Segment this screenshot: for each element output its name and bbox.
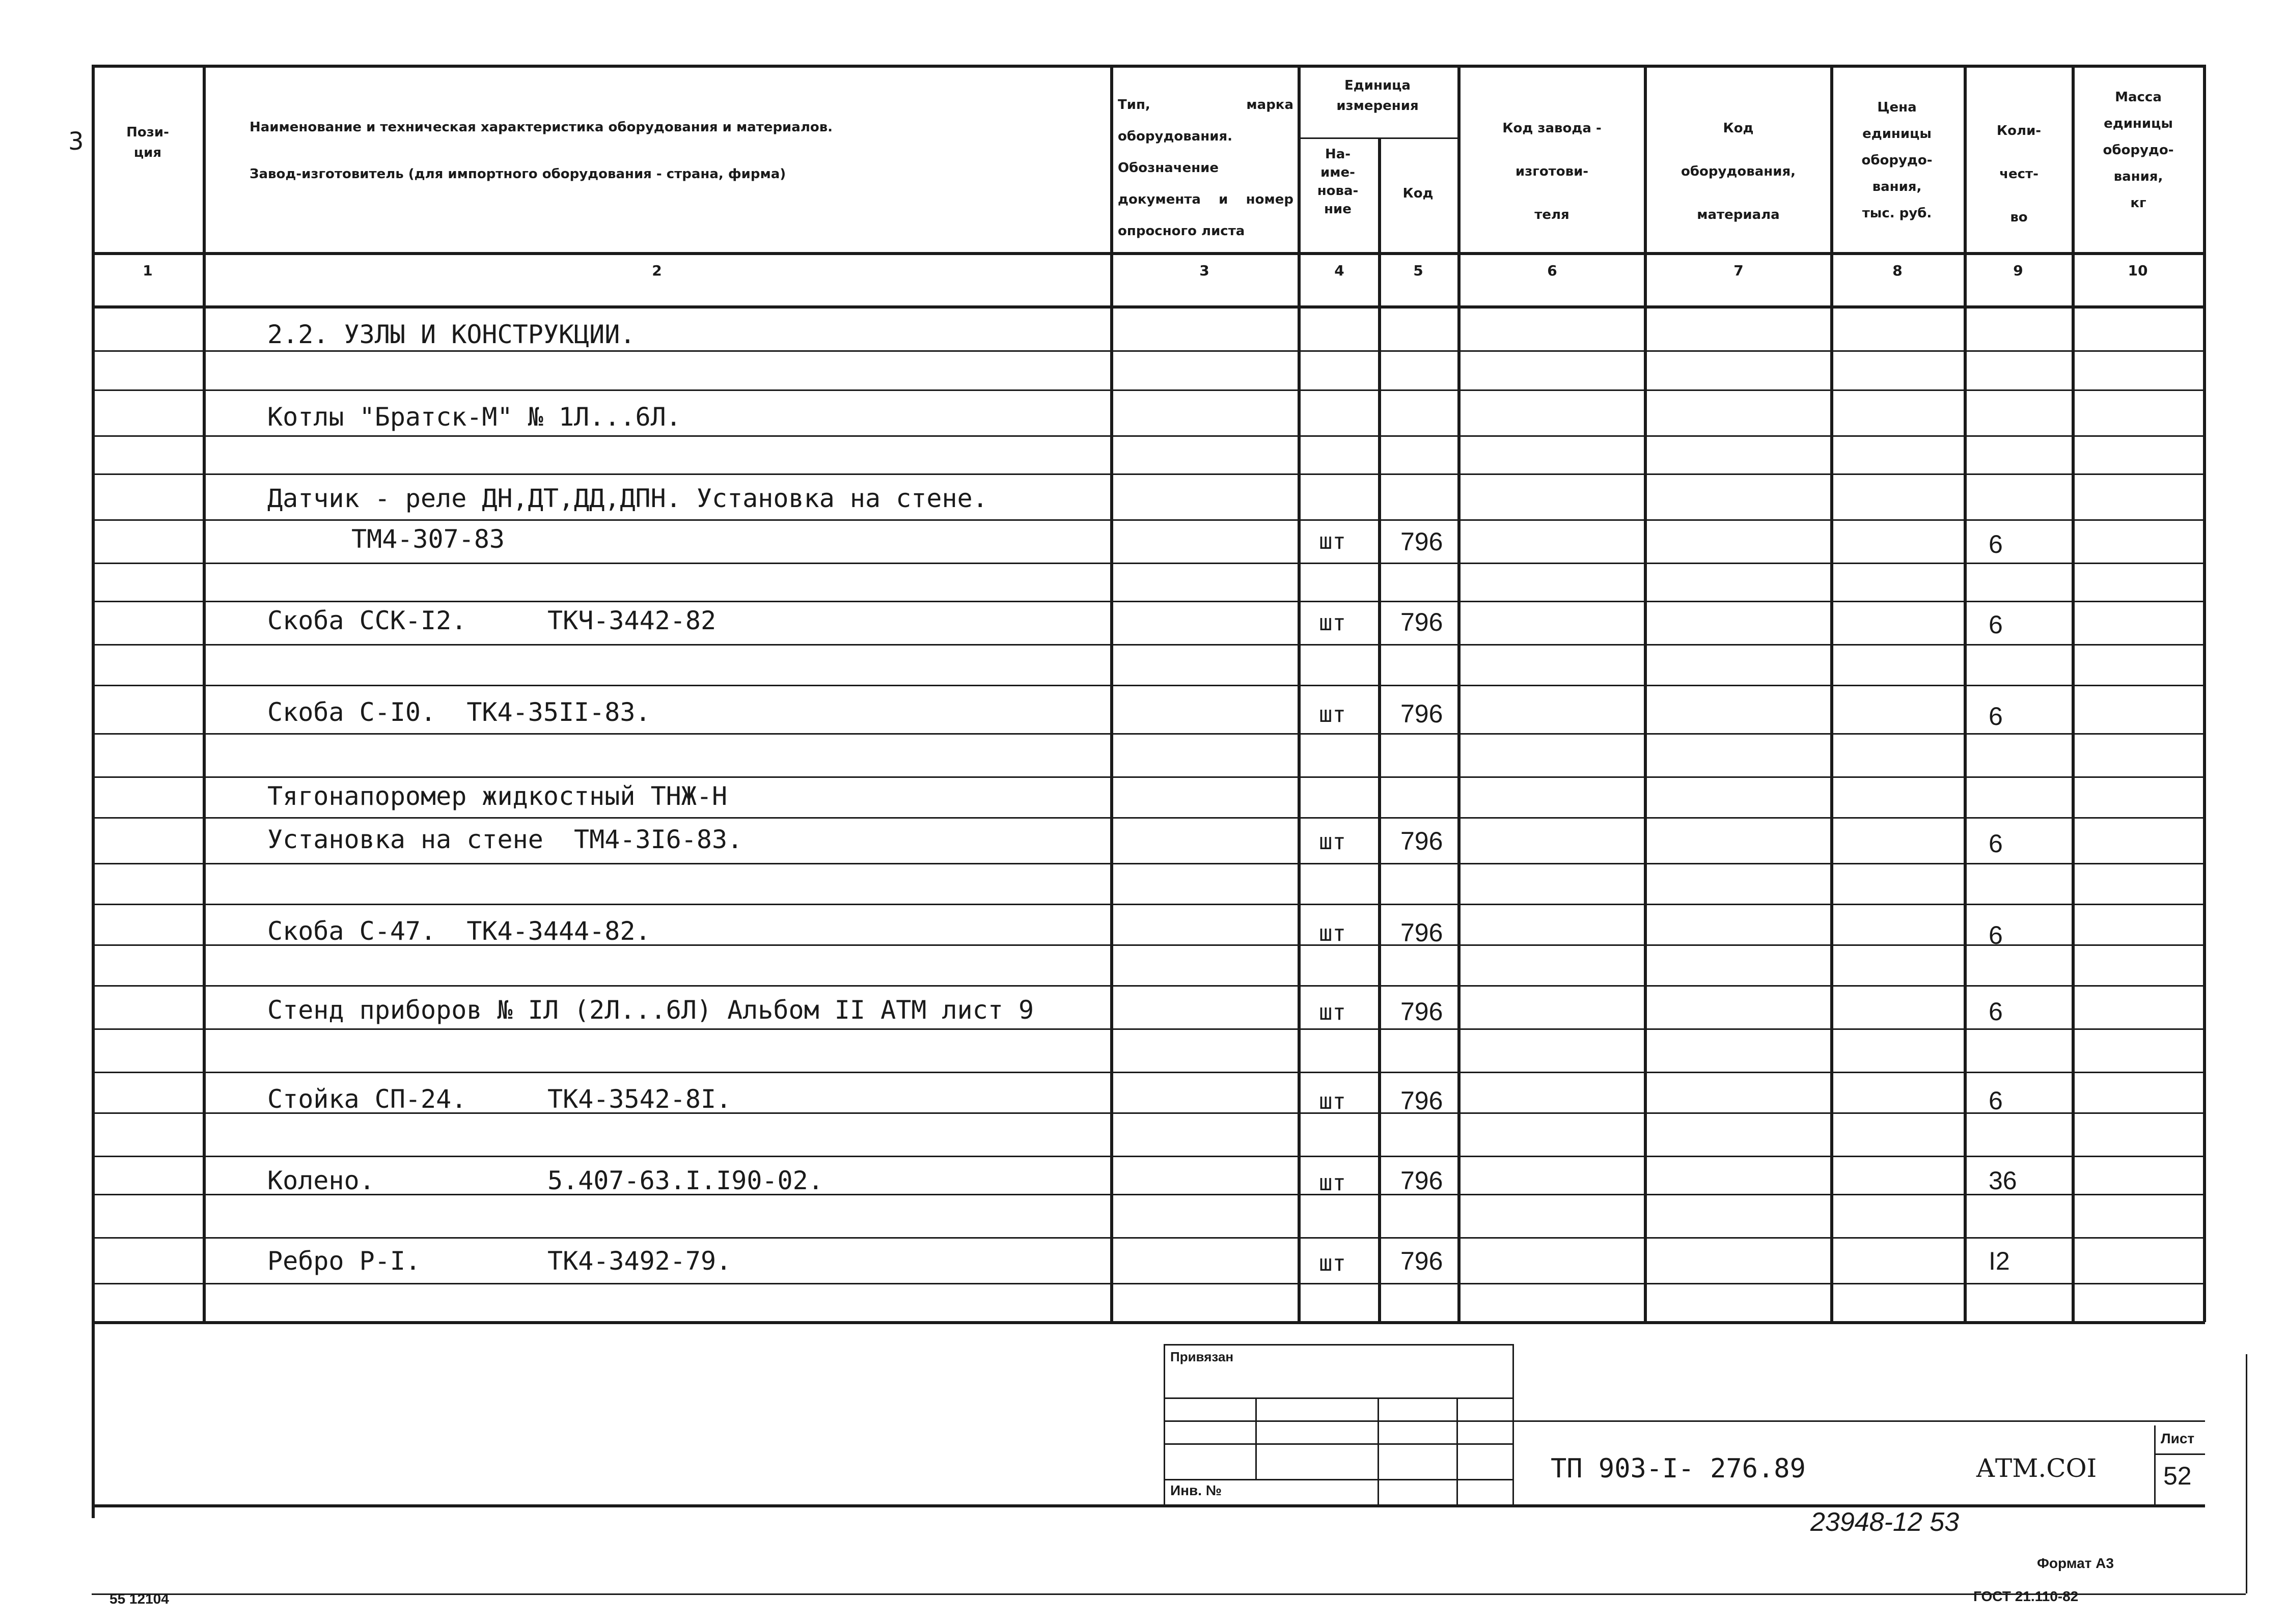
list-cell-divider bbox=[2154, 1453, 2205, 1455]
colnum-4: 4 bbox=[1334, 262, 1344, 279]
header-bottom bbox=[92, 252, 2205, 255]
row-line bbox=[92, 1072, 2205, 1073]
row-unit: шт bbox=[1319, 702, 1346, 727]
colnum-7: 7 bbox=[1733, 262, 1744, 279]
colnum-8: 8 bbox=[1892, 262, 1903, 279]
row-qty: 6 bbox=[1989, 530, 2003, 558]
row-line bbox=[92, 473, 2205, 475]
colnum-1: 1 bbox=[143, 262, 153, 279]
gost-label: ГОСТ 21.110-82 bbox=[1973, 1588, 2079, 1604]
row-code: 796 bbox=[1400, 527, 1443, 556]
frame-bottom-table bbox=[92, 1321, 2205, 1324]
row-line bbox=[92, 350, 2205, 352]
stamp-col bbox=[1255, 1397, 1257, 1479]
row-name: Датчик - реле ДН,ДТ,ДД,ДПН. Установка на стене. bbox=[267, 484, 988, 513]
row-ref: ТК4-3542-8I. bbox=[547, 1084, 732, 1114]
row-code: 796 bbox=[1400, 1086, 1443, 1115]
stamp-right bbox=[1512, 1344, 1514, 1504]
row-line bbox=[92, 563, 2205, 564]
row-code: 796 bbox=[1400, 997, 1443, 1026]
row-qty: 36 bbox=[1989, 1166, 2017, 1195]
row-line bbox=[92, 1283, 2205, 1284]
stamp-row bbox=[1164, 1420, 1512, 1422]
row-unit: шт bbox=[1319, 528, 1346, 554]
row-qty: 6 bbox=[1989, 997, 2003, 1026]
row-name: Стенд приборов № IЛ (2Л...6Л) Альбом II АТМ лист 9 bbox=[267, 995, 1034, 1025]
row-line bbox=[92, 817, 2205, 819]
header-quantity: Коли- чест- во bbox=[1996, 123, 2042, 225]
bottom-left-code: 55 12104 bbox=[109, 1591, 169, 1607]
row-name: Котлы "Братск-М" № 1Л...6Л. bbox=[267, 402, 681, 432]
header-position: Пози- ция bbox=[126, 125, 169, 160]
row-code: 796 bbox=[1400, 608, 1443, 636]
header-unit-group: Единица измерения bbox=[1336, 78, 1419, 114]
row-name: Тягонапоромер жидкостный ТНЖ-Н bbox=[267, 781, 728, 811]
header-mass: Масса единицы оборудо- вания, кг bbox=[2103, 90, 2174, 211]
row-qty: 6 bbox=[1989, 702, 2003, 731]
row-unit: шт bbox=[1319, 999, 1346, 1025]
frame-left bbox=[92, 65, 95, 1518]
row-ref: 5.407-63.I.I90-02. bbox=[547, 1166, 823, 1195]
row-line bbox=[92, 776, 2205, 778]
row-line bbox=[92, 863, 2205, 864]
stamp-col bbox=[1456, 1397, 1458, 1504]
header-price: Цена единицы оборудо- вания, тыс. руб. bbox=[1861, 100, 1933, 221]
header-unit-name: На- име- нова- ние bbox=[1317, 147, 1359, 217]
stamp-privyazan: Привязан bbox=[1170, 1349, 1234, 1364]
row-line bbox=[92, 985, 2205, 987]
row-name: Стойка СП-24. bbox=[267, 1084, 467, 1114]
list-label: Лист bbox=[2161, 1431, 2195, 1446]
row-code: 796 bbox=[1400, 1247, 1443, 1275]
row-code: 796 bbox=[1400, 827, 1443, 855]
margin-mark: 3 bbox=[68, 127, 84, 156]
header-type: Тип, марка оборудования. Обозначение документа и номер опросного листа bbox=[1118, 97, 1293, 239]
row-section-title: 2.2. УЗЛЫ И КОНСТРУКЦИИ. bbox=[267, 320, 636, 349]
row-code: 796 bbox=[1400, 699, 1443, 728]
row-qty: 6 bbox=[1989, 610, 2003, 639]
stamp-row bbox=[1164, 1443, 1512, 1445]
row-code: 796 bbox=[1400, 918, 1443, 947]
stamp-row bbox=[1164, 1397, 1512, 1399]
frame-top bbox=[92, 65, 2205, 68]
stamp-inv: Инв. № bbox=[1170, 1482, 1222, 1498]
colnum-2: 2 bbox=[652, 262, 662, 279]
row-code: 796 bbox=[1400, 1166, 1443, 1195]
row-unit: шт bbox=[1319, 1250, 1346, 1276]
colnum-5: 5 bbox=[1413, 262, 1423, 279]
stamp-col bbox=[1378, 1397, 1379, 1504]
row-line bbox=[92, 733, 2205, 735]
frame-bottom-outer bbox=[92, 1593, 2246, 1595]
colnum-10: 10 bbox=[2128, 262, 2148, 279]
row-line bbox=[92, 1194, 2205, 1195]
colnum-bottom bbox=[92, 305, 2205, 309]
row-name: Ребро Р-I. bbox=[267, 1246, 421, 1276]
row-line bbox=[92, 904, 2205, 905]
row-line bbox=[92, 435, 2205, 437]
colnum-6: 6 bbox=[1547, 262, 1557, 279]
row-line bbox=[92, 519, 2205, 521]
row-unit: шт bbox=[1319, 1170, 1346, 1196]
row-line bbox=[92, 1156, 2205, 1157]
doc-code: ТП 903-I- 276.89 bbox=[1551, 1453, 1806, 1484]
colnum-3: 3 bbox=[1199, 262, 1209, 279]
colnum-9: 9 bbox=[2013, 262, 2023, 279]
header-name-line1: Наименование и техническая характеристика оборудования и материалов. bbox=[250, 120, 833, 135]
row-line bbox=[92, 685, 2205, 686]
row-qty: 6 bbox=[1989, 829, 2003, 858]
row-name: ТМ4-307-83 bbox=[351, 524, 505, 554]
row-line bbox=[92, 601, 2205, 602]
stamp-row bbox=[1164, 1479, 1512, 1480]
row-ref: ТК4-3492-79. bbox=[547, 1246, 732, 1276]
header-equipment-code: Код оборудования, материала bbox=[1681, 121, 1796, 222]
format-label: Формат А3 bbox=[2037, 1555, 2114, 1571]
row-line bbox=[92, 389, 2205, 391]
row-qty: 6 bbox=[1989, 921, 2003, 949]
row-unit: шт bbox=[1319, 610, 1346, 636]
header-name-line2: Завод-изготовитель (для импортного оборудования - страна, фирма) bbox=[250, 166, 786, 182]
row-unit: шт bbox=[1319, 920, 1346, 946]
row-name: Скоба С-I0. ТК4-35II-83. bbox=[267, 697, 651, 727]
row-qty: 6 bbox=[1989, 1086, 2003, 1115]
row-unit: шт bbox=[1319, 829, 1346, 855]
row-line bbox=[92, 1028, 2205, 1030]
stamp-top bbox=[1164, 1344, 1512, 1346]
header-factory-code: Код завода - изготови- теля bbox=[1502, 121, 1602, 222]
unit-group-divider bbox=[1298, 137, 1457, 139]
list-number: 52 bbox=[2163, 1462, 2192, 1490]
titleblock-top bbox=[1512, 1420, 2205, 1422]
row-qty: I2 bbox=[1989, 1247, 2010, 1275]
sheet-code: АТМ.СОI bbox=[1976, 1453, 2097, 1483]
row-name: Установка на стене ТМ4-3I6-83. bbox=[267, 825, 743, 854]
row-ref: ТКЧ-3442-82 bbox=[547, 606, 717, 635]
list-cell-left bbox=[2154, 1425, 2156, 1504]
col-line-4 bbox=[1378, 137, 1381, 1321]
frame-right-outer bbox=[2246, 1354, 2247, 1593]
header-unit-code: Код bbox=[1402, 186, 1434, 201]
row-line bbox=[92, 1237, 2205, 1239]
row-name: Колено. bbox=[267, 1166, 375, 1195]
row-name: Скоба ССК-I2. bbox=[267, 606, 467, 635]
row-name: Скоба С-47. ТК4-3444-82. bbox=[267, 916, 651, 946]
handwritten-note: 23948-12 53 bbox=[1810, 1507, 1960, 1537]
row-unit: шт bbox=[1319, 1088, 1346, 1114]
row-line bbox=[92, 644, 2205, 646]
